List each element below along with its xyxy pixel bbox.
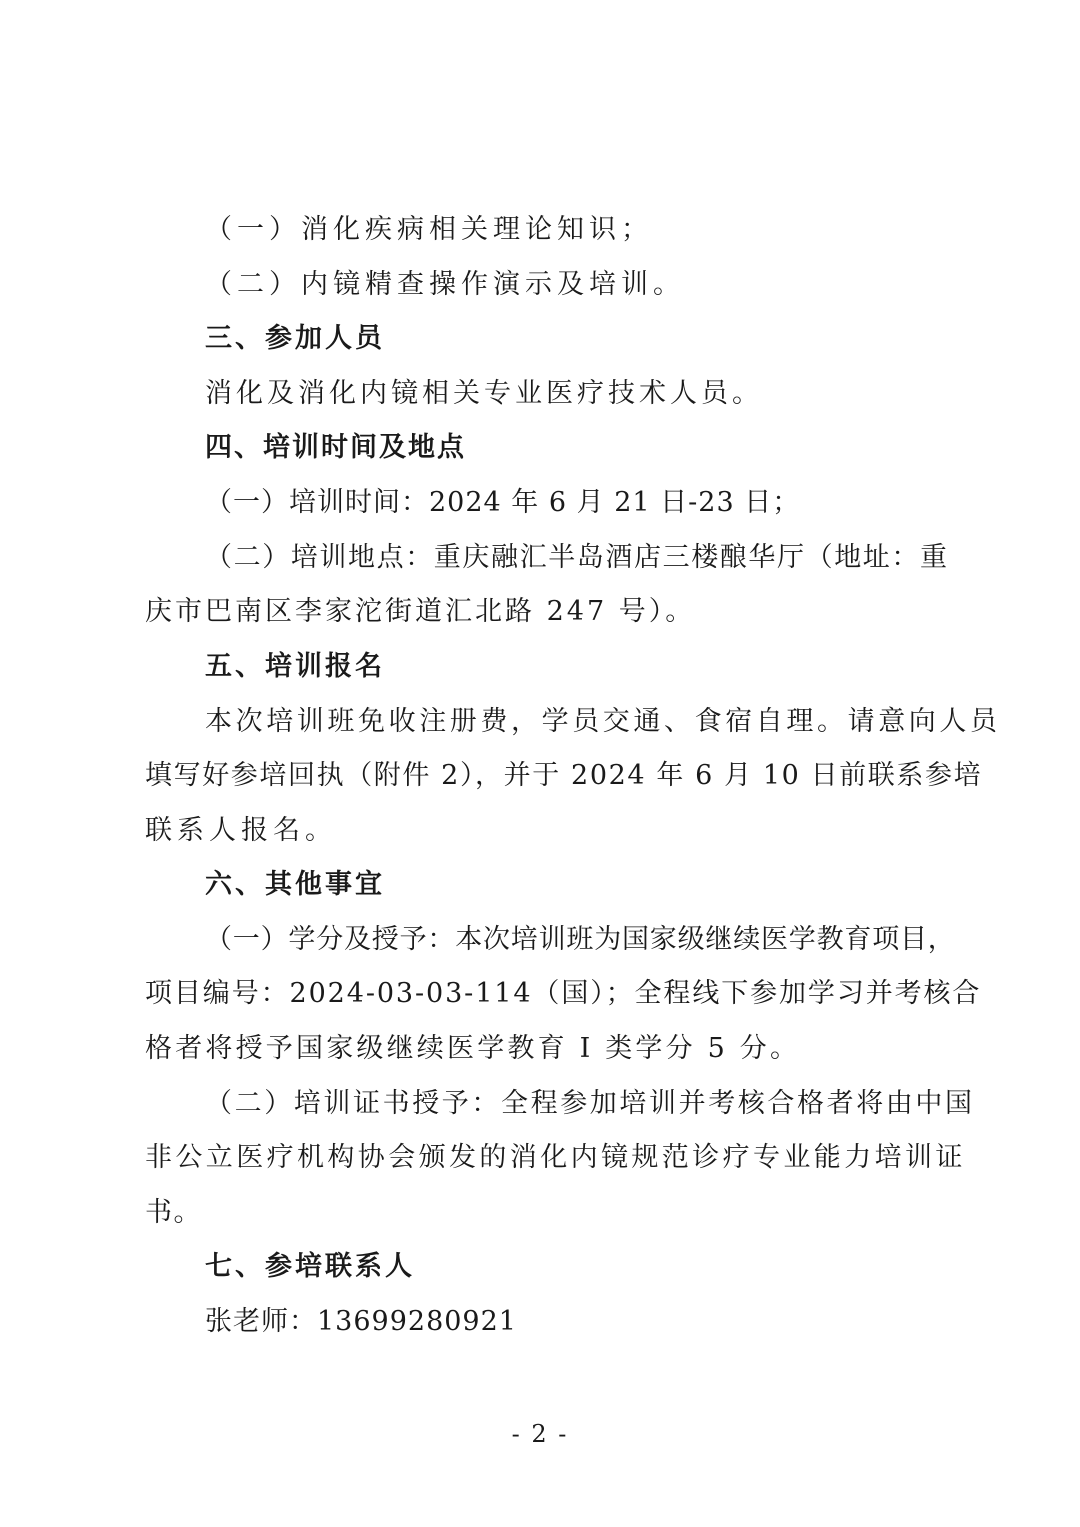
participants-text: 消化及消化内镜相关专业医疗技术人员。 — [205, 378, 763, 409]
registration-text-line-2: 填写好参培回执（附件 2），并于 2024 年 6 月 10 日前联系参培 — [145, 760, 983, 791]
page-number: - 2 - — [511, 1420, 569, 1448]
certificate-text-line-1: （二）培训证书授予：全程参加培训并考核合格者将由中国 — [205, 1088, 975, 1119]
certificate-text-line-2: 非公立医疗机构协会颁发的消化内镜规范诊疗专业能力培训证 — [145, 1142, 966, 1173]
registration-text-line-1: 本次培训班免收注册费，学员交通、食宿自理。请意向人员 — [205, 706, 1001, 737]
section-heading-time-location: 四、培训时间及地点 — [205, 432, 466, 463]
registration-text-line-3: 联系人报名。 — [145, 815, 337, 846]
content-item-endoscopy-demo: （二）内镜精查操作演示及培训。 — [205, 269, 685, 300]
credits-text-line-3: 格者将授予国家级继续医学教育 I 类学分 5 分。 — [145, 1033, 801, 1064]
certificate-text-line-3: 书。 — [145, 1197, 202, 1228]
training-location-line-1: （二）培训地点：重庆融汇半岛酒店三楼酿华厅（地址：重 — [205, 542, 949, 573]
content-item-theory: （一）消化疾病相关理论知识； — [205, 214, 653, 245]
contact-phone: 张老师：13699280921 — [205, 1306, 517, 1337]
training-location-line-2: 庆市巴南区李家沱街道汇北路 247 号）。 — [145, 596, 696, 627]
credits-text-line-1: （一）学分及授予：本次培训班为国家级继续医学教育项目， — [205, 924, 956, 955]
credits-text-line-2: 项目编号：2024-03-03-114（国）；全程线下参加学习并考核合 — [145, 978, 982, 1009]
section-heading-other-matters: 六、其他事宜 — [205, 869, 385, 900]
section-heading-contact: 七、参培联系人 — [205, 1251, 415, 1282]
section-heading-participants: 三、参加人员 — [205, 323, 385, 354]
training-time: （一）培训时间：2024 年 6 月 21 日-23 日； — [205, 487, 801, 518]
section-heading-registration: 五、培训报名 — [205, 651, 385, 682]
